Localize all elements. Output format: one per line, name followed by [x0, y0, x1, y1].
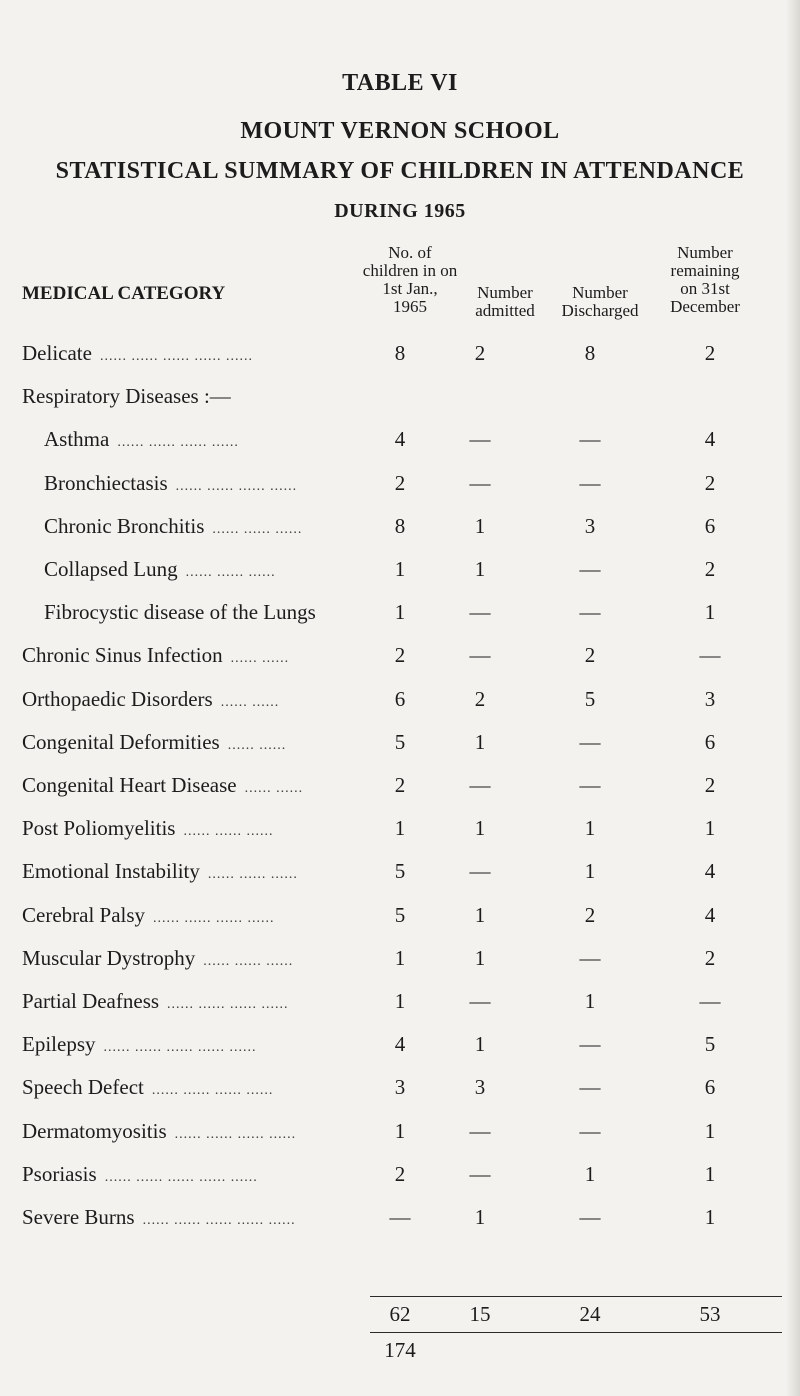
row-value-v3: 8 [584, 341, 596, 365]
table-row [0, 816, 800, 846]
row-value-v4: 1 [704, 816, 716, 840]
row-label-text: Cerebral Palsy [22, 903, 146, 927]
table-row [0, 600, 800, 630]
row-label-text: Congenital Heart Disease [22, 773, 237, 797]
period-title: DURING 1965 [334, 200, 466, 222]
row-label [22, 903, 275, 928]
row-value-v2: 3 [474, 1075, 486, 1099]
header-children-on-jan: No. of children in on 1st Jan., 1965 [362, 243, 458, 316]
row-value-v1: 1 [394, 816, 406, 840]
row-value-v3: 3 [584, 514, 596, 538]
row-value-v2: 1 [474, 514, 486, 538]
row-label [22, 1075, 273, 1100]
row-label-text: Asthma [44, 427, 110, 451]
row-leader-dots: ...... ...... ...... [212, 522, 303, 537]
table-row [0, 1032, 800, 1062]
row-label [44, 557, 276, 582]
row-label [44, 471, 297, 496]
row-value-v1: 8 [394, 341, 406, 365]
row-label [44, 600, 324, 625]
row-value-v2: 1 [474, 903, 486, 927]
row-label-text: Epilepsy [22, 1032, 96, 1056]
row-leader-dots: ...... ...... ...... ...... ...... [142, 1213, 296, 1228]
row-value-v4: 5 [704, 1032, 716, 1056]
school-name: MOUNT VERNON SCHOOL [240, 118, 560, 144]
row-leader-dots: ...... ...... ...... ...... [153, 911, 275, 926]
row-leader-dots: ...... ...... ...... ...... [174, 1127, 297, 1142]
row-label-text: Collapsed Lung [44, 557, 178, 581]
table-row [0, 1119, 800, 1149]
header-number-admitted: Number admitted [475, 283, 535, 320]
row-label [22, 1119, 296, 1144]
row-label [44, 427, 239, 452]
row-leader-dots: ...... ...... ...... ...... ...... [103, 1040, 257, 1055]
row-value-v2: 1 [474, 1205, 486, 1229]
row-label [22, 1205, 296, 1230]
row-leader-dots: ...... ...... [227, 738, 287, 753]
row-value-v1: 5 [394, 730, 406, 754]
row-value-v2: — [469, 427, 491, 451]
table-row [0, 1205, 800, 1235]
total-discharged: 24 [579, 1302, 601, 1326]
row-value-v1: 2 [394, 1162, 406, 1186]
row-value-v2: 1 [474, 946, 486, 970]
row-label-text: Orthopaedic Disorders [22, 687, 213, 711]
row-label-text: Chronic Bronchitis [44, 514, 205, 538]
row-leader-dots: ...... ...... ...... [203, 954, 294, 969]
row-value-v4: 2 [704, 557, 716, 581]
row-value-v2: — [469, 471, 491, 495]
row-value-v4: 2 [704, 946, 716, 970]
row-value-v2: — [469, 643, 491, 667]
row-value-v3: — [579, 1205, 601, 1229]
row-value-v3: — [579, 946, 601, 970]
row-value-v3: — [579, 1032, 601, 1056]
row-value-v4: 2 [704, 471, 716, 495]
row-value-v3: — [579, 1119, 601, 1143]
row-value-v4: 2 [704, 773, 716, 797]
row-label [22, 773, 303, 798]
row-label [22, 643, 289, 668]
row-value-v4: 4 [704, 427, 716, 451]
row-value-v3: 5 [584, 687, 596, 711]
row-value-v3: — [579, 1075, 601, 1099]
total-start: 62 [389, 1302, 411, 1326]
row-value-v4: 4 [704, 903, 716, 927]
table-row [0, 903, 800, 933]
row-label [22, 816, 273, 841]
table-row [0, 1075, 800, 1105]
row-label-text: Post Poliomyelitis [22, 816, 176, 840]
row-value-v3: 2 [584, 903, 596, 927]
row-label [22, 687, 279, 712]
row-value-v1: 5 [394, 859, 406, 883]
row-value-v2: — [469, 1119, 491, 1143]
table-row [0, 427, 800, 457]
row-leader-dots: ...... ...... ...... ...... [151, 1083, 274, 1098]
row-label [22, 1032, 257, 1057]
row-value-v1: — [389, 1205, 411, 1229]
table-row [0, 859, 800, 889]
row-value-v2: — [469, 989, 491, 1013]
row-label-text: Emotional Instability [22, 859, 200, 883]
row-label-text: Muscular Dystrophy [22, 946, 196, 970]
row-value-v2: — [469, 773, 491, 797]
row-value-v1: 2 [394, 643, 406, 667]
row-value-v1: 1 [394, 557, 406, 581]
row-value-v2: — [469, 1162, 491, 1186]
row-value-v4: 1 [704, 600, 716, 624]
row-label [22, 341, 253, 366]
row-leader-dots: ...... ...... ...... ...... ...... [104, 1170, 258, 1185]
table-number: TABLE VI [342, 70, 458, 96]
row-value-v1: 2 [394, 471, 406, 495]
total-remaining: 53 [699, 1302, 721, 1326]
row-label-text: Respiratory Diseases :— [22, 384, 231, 408]
row-value-v1: 1 [394, 989, 406, 1013]
total-admitted: 15 [469, 1302, 491, 1326]
table-row [0, 773, 800, 803]
table-row [0, 384, 800, 414]
row-value-v3: — [579, 600, 601, 624]
row-value-v1: 4 [394, 427, 406, 451]
row-label [22, 384, 239, 409]
row-label-text: Severe Burns [22, 1205, 135, 1229]
row-value-v4: 4 [704, 859, 716, 883]
row-label-text: Delicate [22, 341, 92, 365]
table-row [0, 643, 800, 673]
row-value-v3: 2 [584, 643, 596, 667]
row-value-v1: 4 [394, 1032, 406, 1056]
row-label-text: Chronic Sinus Infection [22, 643, 223, 667]
row-leader-dots: ...... ...... ...... ...... ...... [99, 349, 253, 364]
total-rule-top [370, 1296, 782, 1297]
row-value-v3: — [579, 730, 601, 754]
row-value-v2: 2 [474, 341, 486, 365]
page-number: 174 [384, 1338, 416, 1362]
page-edge-shadow [786, 0, 800, 1396]
row-value-v2: 1 [474, 816, 486, 840]
table-row [0, 989, 800, 1019]
table-row [0, 1162, 800, 1192]
table-row [0, 471, 800, 501]
row-value-v3: 1 [584, 816, 596, 840]
table-row [0, 557, 800, 587]
row-value-v2: 1 [474, 1032, 486, 1056]
row-value-v1: 1 [394, 1119, 406, 1143]
row-label-text: Speech Defect [22, 1075, 144, 1099]
row-value-v2: 1 [474, 557, 486, 581]
row-leader-dots: ...... ...... ...... ...... [175, 479, 298, 494]
table-row [0, 946, 800, 976]
total-rule-bottom [370, 1332, 782, 1333]
row-label [22, 1162, 258, 1187]
row-value-v2: 1 [474, 730, 486, 754]
table-row [0, 730, 800, 760]
row-value-v4: 2 [704, 341, 716, 365]
row-value-v4: 1 [704, 1119, 716, 1143]
table-row [0, 514, 800, 544]
row-value-v3: — [579, 471, 601, 495]
summary-title: STATISTICAL SUMMARY OF CHILDREN IN ATTENDANCE [55, 158, 745, 184]
row-value-v3: — [579, 427, 601, 451]
row-label [22, 989, 289, 1014]
row-label-text: Fibrocystic disease of the Lungs [44, 600, 316, 624]
row-leader-dots: ...... ...... ...... ...... [167, 997, 289, 1012]
row-value-v1: 8 [394, 514, 406, 538]
row-leader-dots: ...... ...... [244, 781, 304, 796]
row-value-v1: 3 [394, 1075, 406, 1099]
row-value-v4: 3 [704, 687, 716, 711]
row-label [22, 946, 293, 971]
row-value-v4: 1 [704, 1205, 716, 1229]
row-label-text: Congenital Deformities [22, 730, 220, 754]
row-label-text: Dermatomyositis [22, 1119, 167, 1143]
row-value-v4: 6 [704, 514, 716, 538]
row-value-v1: 6 [394, 687, 406, 711]
row-leader-dots: ...... ...... ...... ...... [117, 435, 239, 450]
table-row [0, 341, 800, 371]
row-label [44, 514, 302, 539]
row-value-v2: — [469, 859, 491, 883]
row-value-v4: 1 [704, 1162, 716, 1186]
header-number-remaining: Number remaining on 31st December [670, 243, 740, 316]
row-label-text: Bronchiectasis [44, 471, 168, 495]
row-value-v4: 6 [704, 1075, 716, 1099]
row-value-v1: 5 [394, 903, 406, 927]
row-label [22, 730, 286, 755]
row-value-v1: 1 [394, 946, 406, 970]
row-label-text: Partial Deafness [22, 989, 160, 1013]
row-label-text: Psoriasis [22, 1162, 97, 1186]
row-value-v2: — [469, 600, 491, 624]
row-value-v1: 2 [394, 773, 406, 797]
row-value-v2: 2 [474, 687, 486, 711]
row-label [22, 859, 298, 884]
row-value-v1: 1 [394, 600, 406, 624]
row-value-v3: 1 [584, 859, 596, 883]
row-leader-dots: ...... ...... ...... [207, 867, 298, 882]
header-number-discharged: Number Discharged [561, 283, 639, 320]
row-value-v4: — [699, 989, 721, 1013]
table-row [0, 687, 800, 717]
row-value-v4: — [699, 643, 721, 667]
row-leader-dots: ...... ...... ...... [185, 565, 276, 580]
header-medical-category: MEDICAL CATEGORY [22, 283, 226, 304]
row-leader-dots: ...... ...... [230, 651, 290, 666]
row-leader-dots: ...... ...... [220, 695, 280, 710]
row-value-v3: — [579, 773, 601, 797]
row-value-v3: 1 [584, 989, 596, 1013]
row-value-v4: 6 [704, 730, 716, 754]
row-value-v3: 1 [584, 1162, 596, 1186]
row-value-v3: — [579, 557, 601, 581]
row-leader-dots: ...... ...... ...... [183, 824, 274, 839]
